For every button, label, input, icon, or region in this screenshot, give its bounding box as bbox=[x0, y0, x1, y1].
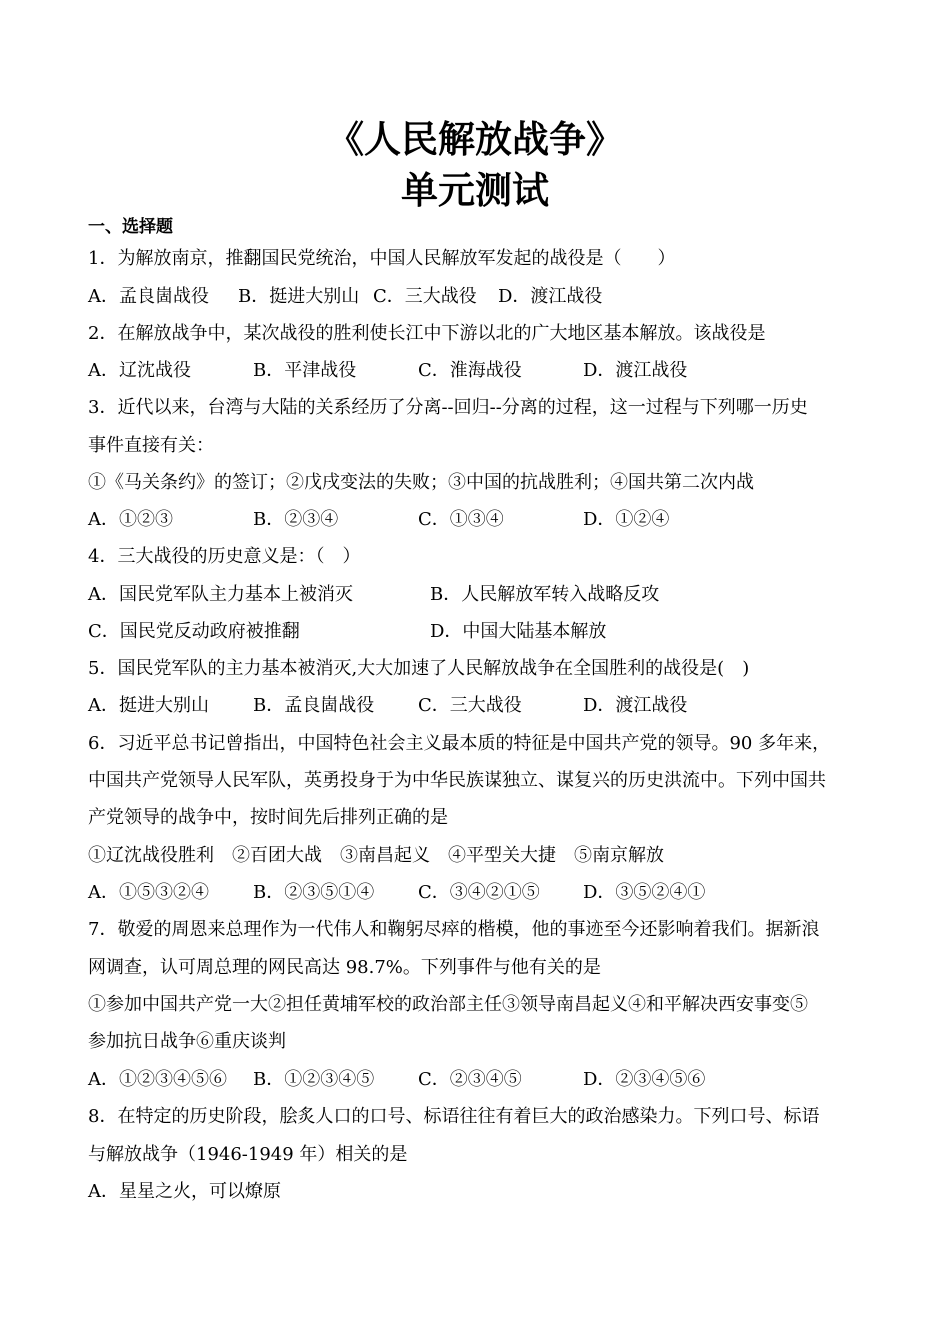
question-7-option-b: B．①②③④⑤ bbox=[253, 1069, 375, 1090]
question-4-option-c: C．国民党反动政府被推翻 bbox=[88, 621, 300, 642]
document-subtitle: 单元测试 bbox=[401, 169, 549, 212]
question-4-option-d: D．中国大陆基本解放 bbox=[430, 621, 607, 642]
question-6-stem-line-4: ①辽沈战役胜利 ②百团大战 ③南昌起义 ④平型关大捷 ⑤南京解放 bbox=[88, 845, 664, 866]
question-1-option-d: D．渡江战役 bbox=[498, 286, 603, 307]
question-3-stem-line-3: ①《马关条约》的签订；②戊戌变法的失败；③中国的抗战胜利；④国共第二次内战 bbox=[88, 472, 754, 493]
question-3-stem-line-2: 事件直接有关： bbox=[88, 435, 214, 456]
question-6-stem-line-2: 中国共产党领导人民军队，英勇投身于为中华民族谋独立、谋复兴的历史洪流中。下列中国共 bbox=[88, 770, 826, 791]
question-7-stem-line-1: 7．敬爱的周恩来总理作为一代伟人和鞠躬尽瘁的楷模，他的事迹至今还影响着我们。据新浪 bbox=[88, 919, 820, 940]
question-5-option-c: C．三大战役 bbox=[418, 695, 522, 716]
section-heading: 一、选择题 bbox=[88, 217, 173, 237]
question-3-option-a: A．①②③ bbox=[88, 509, 173, 530]
document-title: 《人民解放战争》 bbox=[327, 118, 623, 161]
question-3-option-b: B．②③④ bbox=[253, 509, 339, 530]
question-6-option-a: A．①⑤③②④ bbox=[88, 882, 209, 903]
question-1-option-a: A．孟良崮战役 bbox=[88, 286, 209, 307]
question-2-option-a: A．辽沈战役 bbox=[88, 360, 191, 381]
question-7-stem-line-3: ①参加中国共产党一大②担任黄埔军校的政治部主任③领导南昌起义④和平解决西安事变⑤ bbox=[88, 994, 808, 1015]
question-6-stem-line-3: 产党领导的战争中，按时间先后排列正确的是 bbox=[88, 807, 448, 828]
question-1-stem: 1．为解放南京，推翻国民党统治，中国人民解放军发起的战役是（ ） bbox=[88, 248, 676, 269]
question-5-stem: 5．国民党军队的主力基本被消灭,大大加速了人民解放战争在全国胜利的战役是( ) bbox=[88, 658, 750, 679]
question-4-stem: 4．三大战役的历史意义是：（ ） bbox=[88, 546, 361, 567]
question-7-option-d: D．②③④⑤⑥ bbox=[583, 1069, 706, 1090]
question-6-option-c: C．③④②①⑤ bbox=[418, 882, 540, 903]
question-5-option-a: A．挺进大别山 bbox=[88, 695, 209, 716]
question-2-option-d: D．渡江战役 bbox=[583, 360, 688, 381]
question-4-option-b: B．人民解放军转入战略反攻 bbox=[430, 584, 660, 605]
question-7-option-a: A．①②③④⑤⑥ bbox=[88, 1069, 227, 1090]
question-3-option-c: C．①③④ bbox=[418, 509, 504, 530]
question-2-stem: 2．在解放战争中，某次战役的胜利使长江中下游以北的广大地区基本解放。该战役是 bbox=[88, 323, 766, 344]
question-1-option-c: C．三大战役 bbox=[373, 286, 477, 307]
question-6-stem-line-1: 6．习近平总书记曾指出，中国特色社会主义最本质的特征是中国共产党的领导。90 多年来， bbox=[88, 733, 831, 754]
question-7-option-c: C．②③④⑤ bbox=[418, 1069, 522, 1090]
question-8-option-a: A．星星之火，可以燎原 bbox=[88, 1181, 281, 1202]
question-7-stem-line-4: 参加抗日战争⑥重庆谈判 bbox=[88, 1031, 286, 1052]
question-8-stem-line-1: 8．在特定的历史阶段，脍炙人口的口号、标语往往有着巨大的政治感染力。下列口号、标语 bbox=[88, 1106, 820, 1127]
question-3-option-d: D．①②④ bbox=[583, 509, 670, 530]
question-8-stem-line-2: 与解放战争（1946-1949 年）相关的是 bbox=[88, 1144, 408, 1165]
question-3-stem-line-1: 3．近代以来，台湾与大陆的关系经历了分离--回归--分离的过程，这一过程与下列哪一历史 bbox=[88, 397, 808, 418]
question-2-option-b: B．平津战役 bbox=[253, 360, 357, 381]
question-6-option-d: D．③⑤②④① bbox=[583, 882, 706, 903]
question-2-option-c: C．淮海战役 bbox=[418, 360, 522, 381]
question-4-option-a: A．国民党军队主力基本上被消灭 bbox=[88, 584, 353, 605]
question-6-option-b: B．②③⑤①④ bbox=[253, 882, 375, 903]
question-7-stem-line-2: 网调查，认可周总理的网民高达 98.7%。下列事件与他有关的是 bbox=[88, 957, 601, 978]
question-5-option-d: D．渡江战役 bbox=[583, 695, 688, 716]
question-5-option-b: B．孟良崮战役 bbox=[253, 695, 375, 716]
question-1-option-b: B．挺进大别山 bbox=[238, 286, 360, 307]
